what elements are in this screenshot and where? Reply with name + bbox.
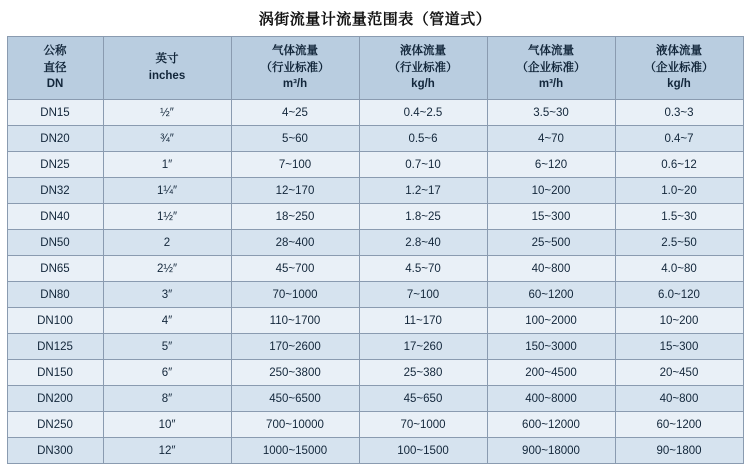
column-header-gas-flow-enterprise [487,37,615,100]
cell-gas-enterprise: 6~120 [487,152,615,178]
header-line: inches [148,70,186,82]
page-title: 涡街流量计流量范围表（管道式） [258,11,492,28]
cell-liquid-industry: 17~260 [359,334,487,360]
header-line: （企业标准） [516,61,586,74]
cell-gas-industry: 28~400 [231,230,359,256]
header-line: 直径 [43,61,67,74]
cell-inches: ¾″ [103,126,231,152]
cell-liquid-industry: 100~1500 [359,438,487,464]
cell-gas-industry: 170~2600 [231,334,359,360]
cell-nominal-diameter: DN150 [7,360,103,386]
column-header-liquid-flow-industry [359,37,487,100]
cell-liquid-enterprise: 1.5~30 [615,204,743,230]
column-header-gas-flow-industry [231,37,359,100]
cell-inches: 12″ [103,438,231,464]
cell-gas-enterprise: 900~18000 [487,438,615,464]
cell-inches: 10″ [103,412,231,438]
cell-nominal-diameter: DN15 [7,100,103,126]
cell-gas-industry: 1000~15000 [231,438,359,464]
cell-liquid-enterprise: 0.6~12 [615,152,743,178]
cell-gas-enterprise: 10~200 [487,178,615,204]
cell-liquid-industry: 0.5~6 [359,126,487,152]
header-line: 英寸 [155,53,179,66]
table-body [7,100,743,464]
cell-liquid-enterprise: 0.3~3 [615,100,743,126]
table-row [7,256,743,282]
cell-inches: 1½″ [103,204,231,230]
cell-gas-industry: 4~25 [231,100,359,126]
cell-liquid-industry: 2.8~40 [359,230,487,256]
table-row [7,126,743,152]
table-row [7,152,743,178]
header-line: 气体流量 [272,44,318,57]
cell-inches: 2 [103,230,231,256]
column-header-liquid-flow-enterprise [615,37,743,100]
cell-liquid-industry: 1.8~25 [359,204,487,230]
cell-nominal-diameter: DN80 [7,282,103,308]
header-line: kg/h [667,78,691,91]
cell-inches: 8″ [103,386,231,412]
header-line: （企业标准） [644,61,714,74]
cell-nominal-diameter: DN50 [7,230,103,256]
header-line: （行业标准） [388,61,458,74]
cell-liquid-enterprise: 40~800 [615,386,743,412]
cell-liquid-industry: 0.4~2.5 [359,100,487,126]
cell-liquid-enterprise: 2.5~50 [615,230,743,256]
cell-gas-enterprise: 4~70 [487,126,615,152]
cell-liquid-enterprise: 4.0~80 [615,256,743,282]
table-row [7,282,743,308]
header-line: 公称 [43,44,67,57]
cell-liquid-enterprise: 1.0~20 [615,178,743,204]
table-row [7,100,743,126]
cell-gas-industry: 700~10000 [231,412,359,438]
cell-nominal-diameter: DN25 [7,152,103,178]
cell-gas-industry: 18~250 [231,204,359,230]
cell-nominal-diameter: DN32 [7,178,103,204]
cell-nominal-diameter: DN100 [7,308,103,334]
cell-liquid-industry: 7~100 [359,282,487,308]
table-row [7,308,743,334]
cell-inches: ½″ [103,100,231,126]
cell-liquid-enterprise: 6.0~120 [615,282,743,308]
cell-gas-enterprise: 25~500 [487,230,615,256]
cell-inches: 3″ [103,282,231,308]
header-line: kg/h [411,78,435,91]
cell-liquid-enterprise: 15~300 [615,334,743,360]
cell-gas-industry: 250~3800 [231,360,359,386]
column-header-inches [103,37,231,100]
cell-nominal-diameter: DN40 [7,204,103,230]
table-header [7,37,743,100]
cell-nominal-diameter: DN200 [7,386,103,412]
flow-range-table [7,36,744,464]
cell-gas-industry: 70~1000 [231,282,359,308]
cell-liquid-industry: 70~1000 [359,412,487,438]
cell-gas-enterprise: 3.5~30 [487,100,615,126]
table-header-row [7,37,743,100]
cell-nominal-diameter: DN125 [7,334,103,360]
cell-gas-enterprise: 100~2000 [487,308,615,334]
header-line: （行业标准） [260,61,330,74]
cell-nominal-diameter: DN250 [7,412,103,438]
table-row [7,412,743,438]
cell-inches: 1″ [103,152,231,178]
cell-liquid-industry: 45~650 [359,386,487,412]
cell-gas-industry: 45~700 [231,256,359,282]
cell-nominal-diameter: DN65 [7,256,103,282]
cell-gas-enterprise: 40~800 [487,256,615,282]
header-line: DN [46,78,64,91]
cell-liquid-industry: 0.7~10 [359,152,487,178]
cell-gas-enterprise: 200~4500 [487,360,615,386]
cell-gas-enterprise: 15~300 [487,204,615,230]
cell-gas-enterprise: 400~8000 [487,386,615,412]
cell-inches: 6″ [103,360,231,386]
cell-liquid-industry: 1.2~17 [359,178,487,204]
cell-inches: 4″ [103,308,231,334]
header-line: m³/h [538,78,564,91]
cell-gas-industry: 450~6500 [231,386,359,412]
header-line: m³/h [282,78,308,91]
cell-gas-industry: 5~60 [231,126,359,152]
header-line: 气体流量 [528,44,574,57]
header-line: 液体流量 [656,44,702,57]
table-row [7,438,743,464]
cell-liquid-enterprise: 20~450 [615,360,743,386]
cell-liquid-enterprise: 60~1200 [615,412,743,438]
cell-liquid-enterprise: 90~1800 [615,438,743,464]
cell-gas-enterprise: 150~3000 [487,334,615,360]
table-row [7,386,743,412]
cell-gas-industry: 7~100 [231,152,359,178]
column-header-nominal-diameter [7,37,103,100]
header-line: 液体流量 [400,44,446,57]
cell-gas-industry: 110~1700 [231,308,359,334]
cell-gas-enterprise: 60~1200 [487,282,615,308]
table-row [7,230,743,256]
cell-liquid-industry: 4.5~70 [359,256,487,282]
cell-liquid-enterprise: 0.4~7 [615,126,743,152]
table-row [7,360,743,386]
cell-liquid-industry: 11~170 [359,308,487,334]
cell-nominal-diameter: DN300 [7,438,103,464]
cell-nominal-diameter: DN20 [7,126,103,152]
table-row [7,204,743,230]
cell-gas-enterprise: 600~12000 [487,412,615,438]
cell-liquid-enterprise: 10~200 [615,308,743,334]
cell-inches: 2½″ [103,256,231,282]
cell-liquid-industry: 25~380 [359,360,487,386]
table-row [7,178,743,204]
cell-gas-industry: 12~170 [231,178,359,204]
cell-inches: 5″ [103,334,231,360]
table-row [7,334,743,360]
cell-inches: 1¼″ [103,178,231,204]
